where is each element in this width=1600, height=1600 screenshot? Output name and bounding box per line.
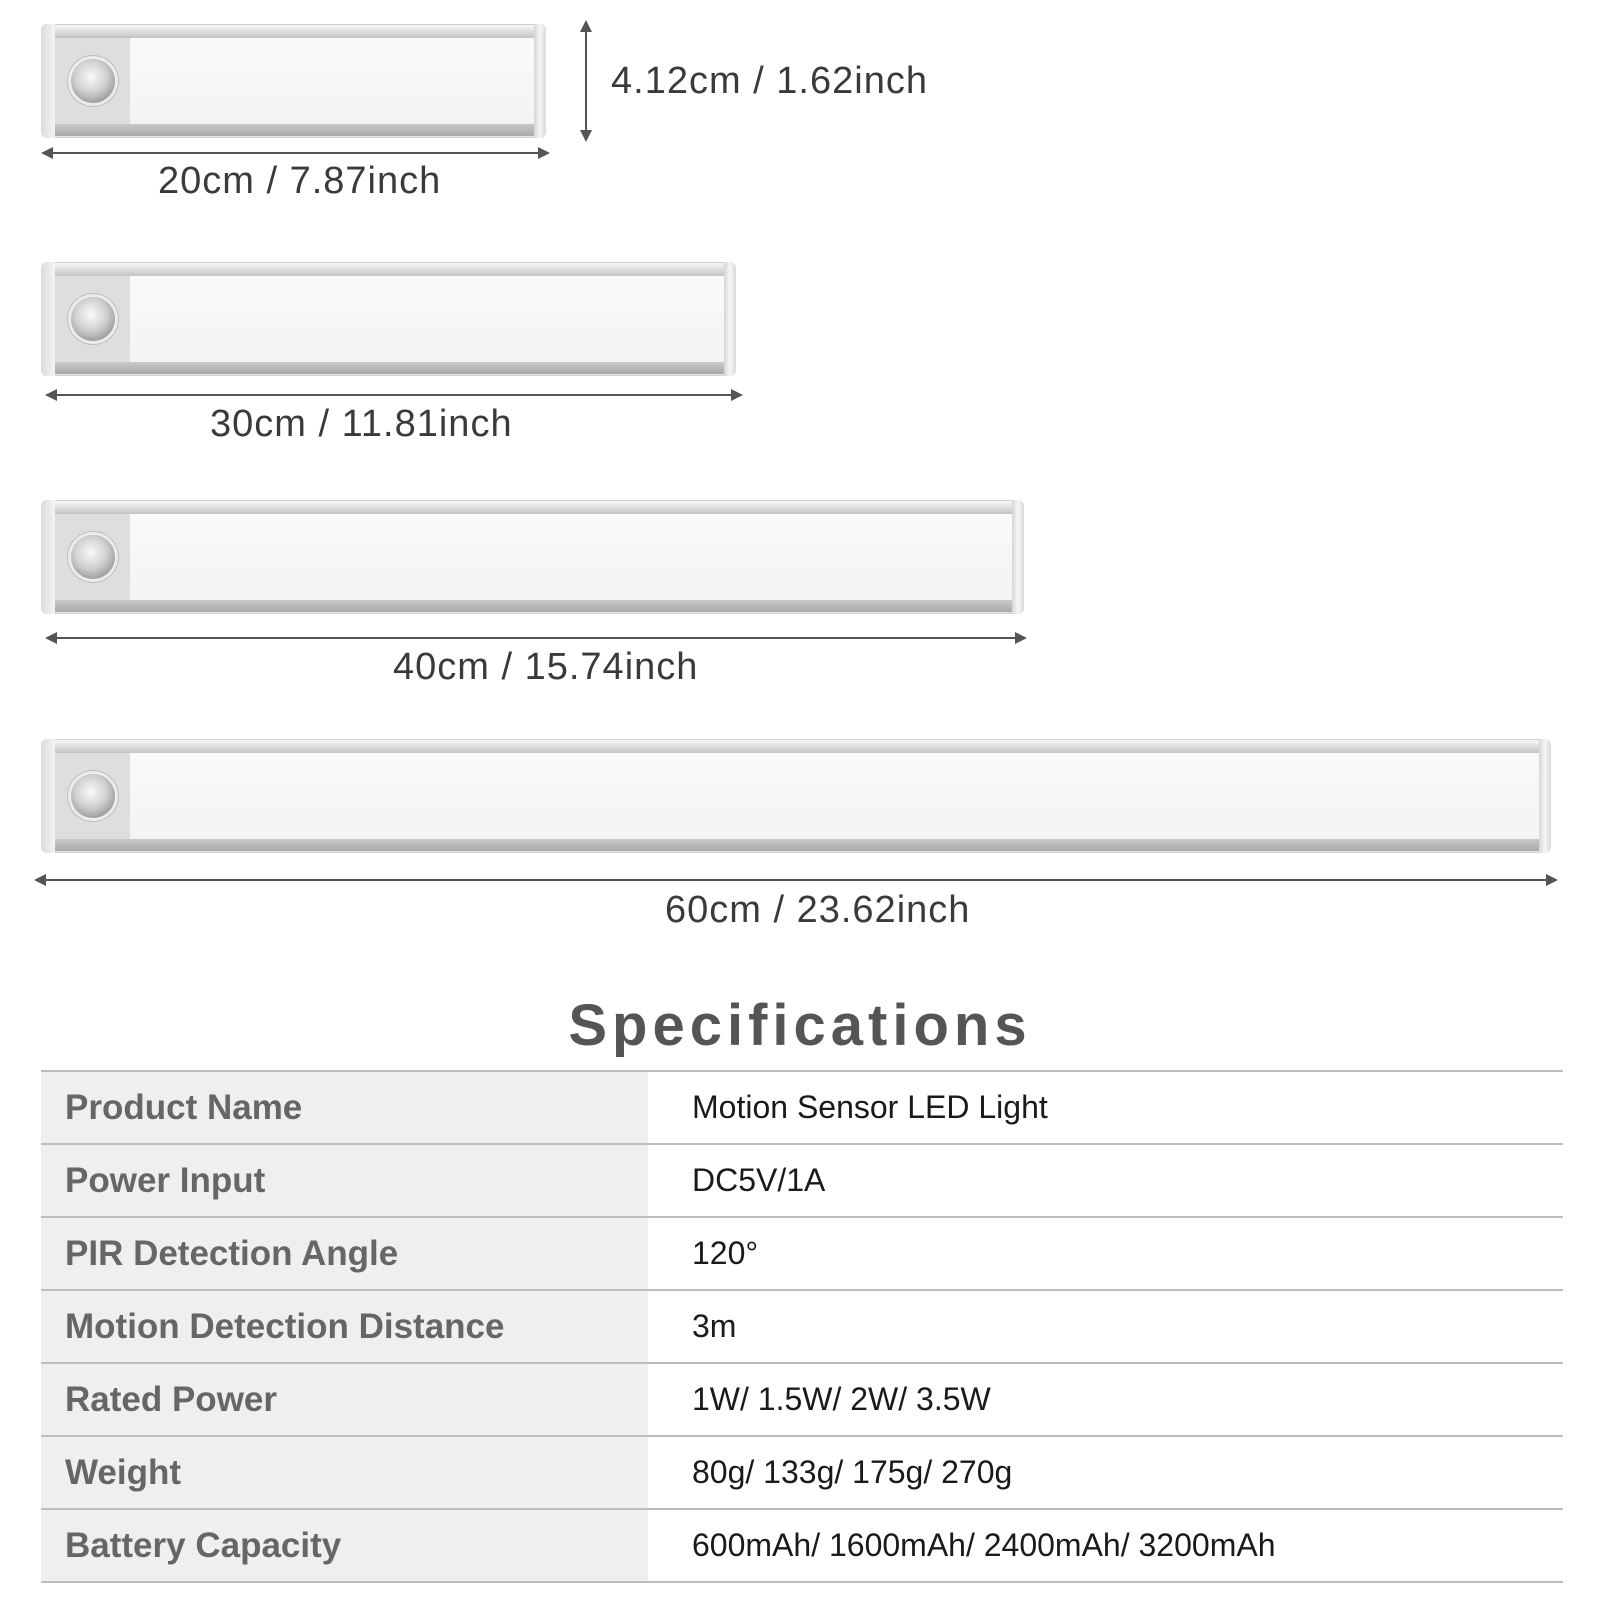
bar-top-rail bbox=[53, 502, 1012, 514]
length-arrow-40cm bbox=[47, 637, 1025, 639]
spec-value: 600mAh/ 1600mAh/ 2400mAh/ 3200mAh bbox=[648, 1509, 1563, 1582]
spec-value: Motion Sensor LED Light bbox=[648, 1071, 1563, 1144]
height-arrow bbox=[585, 22, 587, 140]
bar-start-cap bbox=[41, 739, 55, 853]
spec-label: PIR Detection Angle bbox=[41, 1217, 648, 1290]
bar-start-cap bbox=[41, 500, 55, 614]
spec-label: Weight bbox=[41, 1436, 648, 1509]
bar-end-cap bbox=[534, 24, 546, 138]
bar-end-cap bbox=[1012, 500, 1024, 614]
bar-bottom-rail bbox=[53, 362, 724, 374]
motion-sensor-icon bbox=[71, 774, 115, 818]
length-label-30cm: 30cm / 11.81inch bbox=[210, 403, 513, 445]
length-label-40cm: 40cm / 15.74inch bbox=[393, 646, 699, 688]
length-label-60cm: 60cm / 23.62inch bbox=[665, 889, 971, 931]
motion-sensor-icon bbox=[71, 59, 115, 103]
spec-label: Product Name bbox=[41, 1071, 648, 1144]
led-bar-30cm bbox=[41, 262, 736, 376]
bar-top-rail bbox=[53, 741, 1539, 753]
bar-bottom-rail bbox=[53, 839, 1539, 851]
table-row bbox=[41, 1436, 1563, 1509]
bar-end-cap bbox=[1539, 739, 1551, 853]
motion-sensor-icon bbox=[71, 535, 115, 579]
table-row bbox=[41, 1217, 1563, 1290]
led-bar-20cm bbox=[41, 24, 546, 138]
bar-end-cap bbox=[724, 262, 736, 376]
bar-start-cap bbox=[41, 24, 55, 138]
length-arrow-20cm bbox=[43, 152, 548, 154]
light-diffuser bbox=[130, 753, 1539, 839]
specifications-title: Specifications bbox=[568, 993, 1032, 1058]
spec-label: Power Input bbox=[41, 1144, 648, 1217]
spec-label: Battery Capacity bbox=[41, 1509, 648, 1582]
spec-value: 1W/ 1.5W/ 2W/ 3.5W bbox=[648, 1363, 1563, 1436]
spec-label: Motion Detection Distance bbox=[41, 1290, 648, 1363]
spec-label: Rated Power bbox=[41, 1363, 648, 1436]
light-diffuser bbox=[130, 514, 1012, 600]
length-arrow-30cm bbox=[47, 394, 741, 396]
led-bar-60cm bbox=[41, 739, 1551, 853]
table-row bbox=[41, 1509, 1563, 1582]
motion-sensor-icon bbox=[71, 297, 115, 341]
light-diffuser bbox=[130, 276, 724, 362]
spec-value: 3m bbox=[648, 1290, 1563, 1363]
bar-top-rail bbox=[53, 26, 534, 38]
bar-start-cap bbox=[41, 262, 55, 376]
specifications-table bbox=[41, 1070, 1563, 1583]
bar-bottom-rail bbox=[53, 600, 1012, 612]
led-bar-40cm bbox=[41, 500, 1024, 614]
table-row bbox=[41, 1363, 1563, 1436]
spec-value: 120° bbox=[648, 1217, 1563, 1290]
length-label-20cm: 20cm / 7.87inch bbox=[158, 160, 442, 202]
length-arrow-60cm bbox=[36, 879, 1556, 881]
table-row bbox=[41, 1071, 1563, 1144]
bar-top-rail bbox=[53, 264, 724, 276]
bar-bottom-rail bbox=[53, 124, 534, 136]
height-label: 4.12cm / 1.62inch bbox=[611, 60, 928, 102]
spec-value: 80g/ 133g/ 175g/ 270g bbox=[648, 1436, 1563, 1509]
light-diffuser bbox=[130, 38, 534, 124]
spec-value: DC5V/1A bbox=[648, 1144, 1563, 1217]
table-row bbox=[41, 1144, 1563, 1217]
table-row bbox=[41, 1290, 1563, 1363]
